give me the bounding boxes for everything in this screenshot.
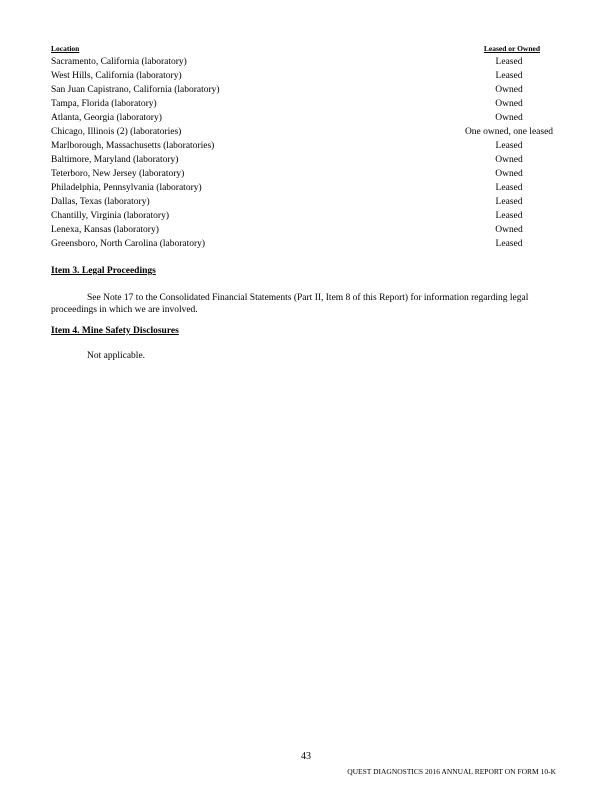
leased-or-owned-cell: Leased [495,197,523,207]
table-row [51,167,556,181]
location-cell: Dallas, Texas (laboratory) [51,197,150,207]
column-header-location: Location [51,44,80,53]
location-cell: Greensboro, North Carolina (laboratory) [51,239,206,249]
location-cell: Atlanta, Georgia (laboratory) [51,113,162,123]
item3-paragraph: See Note 17 to the Consolidated Financial Statements (Part II, Item 8 of this Report) for information regarding legal proceedings in which we are involved. [51,293,529,315]
leased-or-owned-cell: Leased [495,183,523,193]
location-cell: San Juan Capistrano, California (laboratory) [51,85,220,95]
table-row [51,237,556,251]
location-cell: Teterboro, New Jersey (laboratory) [51,169,185,179]
table-row [51,55,556,69]
table-row [51,125,556,139]
table-row [51,139,556,153]
location-cell: Tampa, Florida (laboratory) [51,99,157,109]
item4-heading: Item 4. Mine Safety Disclosures [51,326,179,336]
leased-or-owned-cell: Leased [495,57,523,67]
leased-or-owned-cell: Owned [495,169,523,179]
location-cell: Baltimore, Maryland (laboratory) [51,155,179,165]
leased-or-owned-cell: Owned [495,113,523,123]
page-number: 43 [301,751,311,762]
table-row [51,223,556,237]
location-cell: West Hills, California (laboratory) [51,71,182,81]
leased-or-owned-cell: One owned, one leased [464,127,554,137]
leased-or-owned-cell: Owned [495,225,523,235]
table-row [51,97,556,111]
location-cell: Lenexa, Kansas (laboratory) [51,225,159,235]
item4-paragraph: Not applicable. [87,351,146,361]
leased-or-owned-cell: Leased [495,211,523,221]
leased-or-owned-cell: Owned [495,99,523,109]
table-row [51,69,556,83]
table-row [51,111,556,125]
table-row [51,153,556,167]
table-row [51,181,556,195]
item3-heading: Item 3. Legal Proceedings [51,266,156,276]
location-cell: Chicago, Illinois (2) (laboratories) [51,127,182,137]
location-cell: Sacramento, California (laboratory) [51,57,187,67]
location-cell: Philadelphia, Pennsylvania (laboratory) [51,183,202,193]
table-row [51,195,556,209]
location-cell: Marlborough, Massachusetts (laboratories) [51,141,215,151]
leased-or-owned-cell: Leased [495,239,523,249]
column-header-leased-or-owned: Leased or Owned [483,44,540,53]
location-cell: Chantilly, Virginia (laboratory) [51,211,169,221]
leased-or-owned-cell: Owned [495,155,523,165]
table-row [51,83,556,97]
leased-or-owned-cell: Owned [495,85,523,95]
leased-or-owned-cell: Leased [495,71,523,81]
page-footer: QUEST DIAGNOSTICS 2016 ANNUAL REPORT ON FORM 10-K [347,767,556,776]
table-row [51,209,556,223]
leased-or-owned-cell: Leased [495,141,523,151]
properties-table [51,55,556,251]
